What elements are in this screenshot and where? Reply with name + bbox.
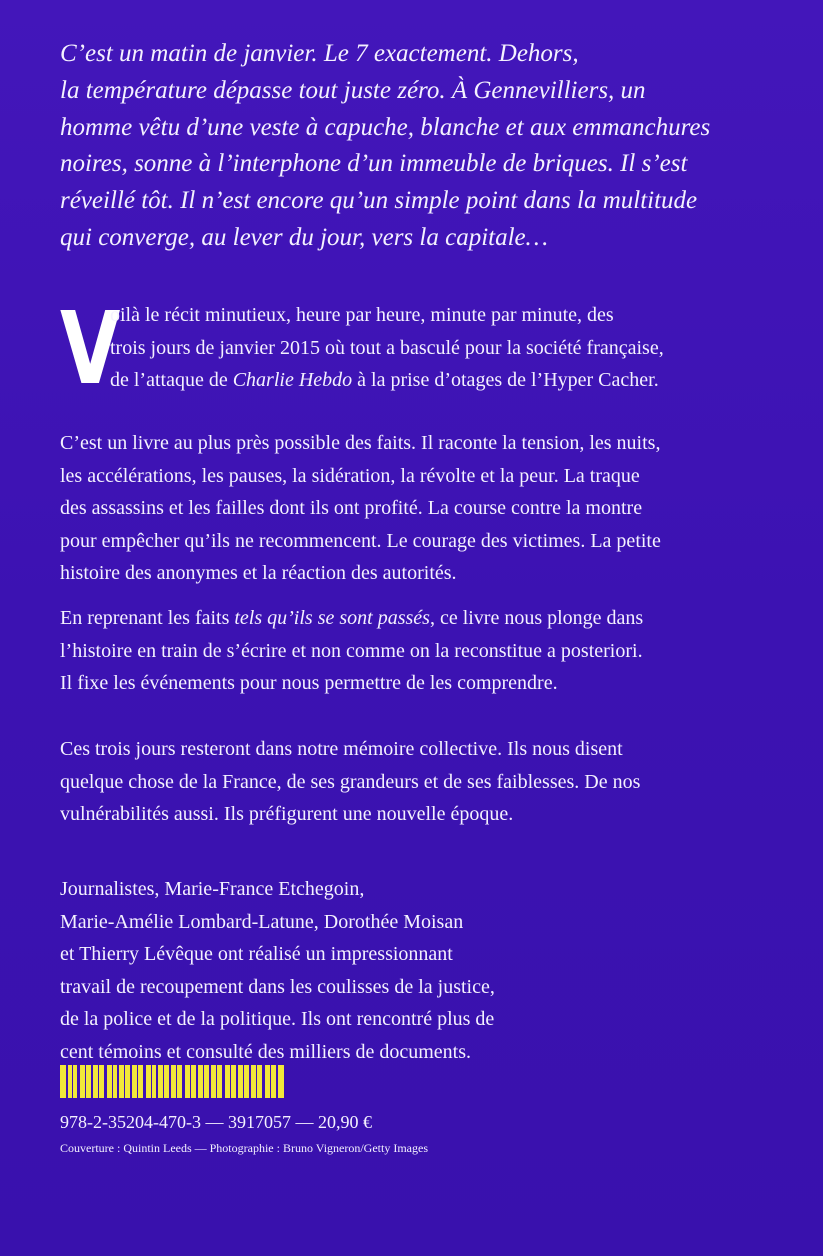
description-paragraph <box>60 427 780 590</box>
barcode-bar <box>169 1065 171 1098</box>
intro-excerpt <box>60 36 780 257</box>
barcode-bar <box>262 1065 265 1098</box>
barcode-bar <box>222 1065 225 1098</box>
paragraph-line: l’histoire en train de s’écrire et non comme on la reconstitue a posteriori. <box>60 639 643 662</box>
intro-line: qui converge, au lever du jour, vers la capitale… <box>60 223 548 251</box>
barcode-bar <box>137 1065 138 1098</box>
barcode-bar <box>209 1065 211 1098</box>
bio-line: et Thierry Lévêque ont réalisé un impressionnant <box>60 943 453 965</box>
bio-line: Journalistes, Marie-France Etchegoin, <box>60 878 365 900</box>
barcode-bar <box>203 1065 204 1098</box>
approach-paragraph <box>60 602 780 700</box>
lead-text: à la prise d’otages de l’Hyper Cacher. <box>352 369 659 391</box>
barcode-bar <box>98 1065 99 1098</box>
conclusion-paragraph <box>60 733 780 831</box>
title-charlie-hebdo: Charlie Hebdo <box>232 369 353 391</box>
barcode-bar <box>72 1065 73 1098</box>
intro-line: noires, sonne à l’interphone d’un immeuble de briques. Il s’est <box>60 150 688 178</box>
barcode-bar <box>236 1065 238 1098</box>
barcode-bar <box>91 1065 93 1098</box>
intro-line: C’est un matin de janvier. Le 7 exactement. Dehors, <box>60 40 579 67</box>
barcode-bar <box>104 1065 107 1098</box>
paragraph-line: vulnérabilités aussi. Ils préfigurent une nouvelle époque. <box>60 803 514 825</box>
intro-line: réveillé tôt. Il n’est encore qu’un simple point dans la multitude <box>60 187 698 215</box>
authors-bio <box>60 873 780 1068</box>
barcode-bar <box>117 1065 119 1098</box>
barcode-bar <box>66 1065 68 1098</box>
barcode-bar <box>112 1065 113 1098</box>
barcode-bar <box>176 1065 177 1098</box>
lead-line: oilà le récit minutieux, heure par heure, minute par minute, des <box>110 304 614 326</box>
barcode-bar <box>249 1065 251 1098</box>
paragraph-line: histoire des anonymes et la réaction des autorités. <box>60 562 457 584</box>
paragraph-line: les accélérations, les pauses, la sidération, la révolte et la peur. La traque <box>60 464 640 487</box>
barcode-bar <box>163 1065 164 1098</box>
paragraph-line: quelque chose de la France, de ses grandeurs et de ses faiblesses. De nos <box>60 770 641 793</box>
isbn-price: 978-2-35204-470-3 — 3917057 — 20,90 € <box>60 1112 372 1132</box>
paragraph-line <box>60 602 780 635</box>
lead-line <box>110 364 790 397</box>
barcode-bar <box>124 1065 125 1098</box>
lead-line: trois jours de janvier 2015 où tout a basculé pour la société française, <box>110 336 664 359</box>
drop-cap: V <box>60 290 121 407</box>
barcode-bar <box>270 1065 271 1098</box>
intro-line: la température dépasse tout juste zéro. À Gennevilliers, un <box>60 76 646 104</box>
paragraph-text: , ce livre nous plonge dans <box>429 607 644 629</box>
lead-paragraph <box>110 299 790 397</box>
paragraph-line: pour empêcher qu’ils ne recommencent. Le courage des victimes. La petite <box>60 529 661 552</box>
barcode-bar <box>85 1065 86 1098</box>
paragraph-line: Ces trois jours resteront dans notre mémoire collective. Ils nous disent <box>60 738 623 760</box>
barcode-bar <box>256 1065 257 1098</box>
barcode-bar <box>230 1065 231 1098</box>
barcode-bar <box>243 1065 244 1098</box>
paragraph-line: des assassins et les failles dont ils ont profité. La course contre la montre <box>60 497 643 519</box>
barcode-bar <box>196 1065 198 1098</box>
bio-line: Marie-Amélie Lombard-Latune, Dorothée Moisan <box>60 910 464 933</box>
barcode-bar <box>143 1065 146 1098</box>
barcode-bar <box>182 1065 185 1098</box>
barcode-bar <box>130 1065 132 1098</box>
bio-line: travail de recoupement dans les coulisses de la justice, <box>60 975 495 998</box>
paragraph-line: Il fixe les événements pour nous permettre de les comprendre. <box>60 672 558 694</box>
barcode-bar <box>151 1065 152 1098</box>
paragraph-text: En reprenant les faits <box>60 607 235 629</box>
barcode-bar <box>190 1065 191 1098</box>
emphasis-text: tels qu’ils se sont passés <box>234 607 430 629</box>
bio-line: de la police et de la politique. Ils ont rencontré plus de <box>60 1008 495 1030</box>
paragraph-line: C’est un livre au plus près possible des faits. Il raconte la tension, les nuits, <box>60 432 661 454</box>
barcode-bar <box>77 1065 80 1098</box>
barcode <box>60 1065 284 1098</box>
barcode-bar <box>276 1065 278 1098</box>
barcode-bar <box>216 1065 217 1098</box>
cover-credits: Couverture : Quintin Leeds — Photographie : Bruno Vigneron/Getty Images <box>60 1141 428 1155</box>
lead-text: de l’attaque de <box>110 369 233 391</box>
barcode-bar <box>156 1065 158 1098</box>
bio-line: cent témoins et consulté des milliers de documents. <box>60 1040 472 1063</box>
intro-line: homme vêtu d’une veste à capuche, blanche et aux emmanchures <box>60 113 711 141</box>
